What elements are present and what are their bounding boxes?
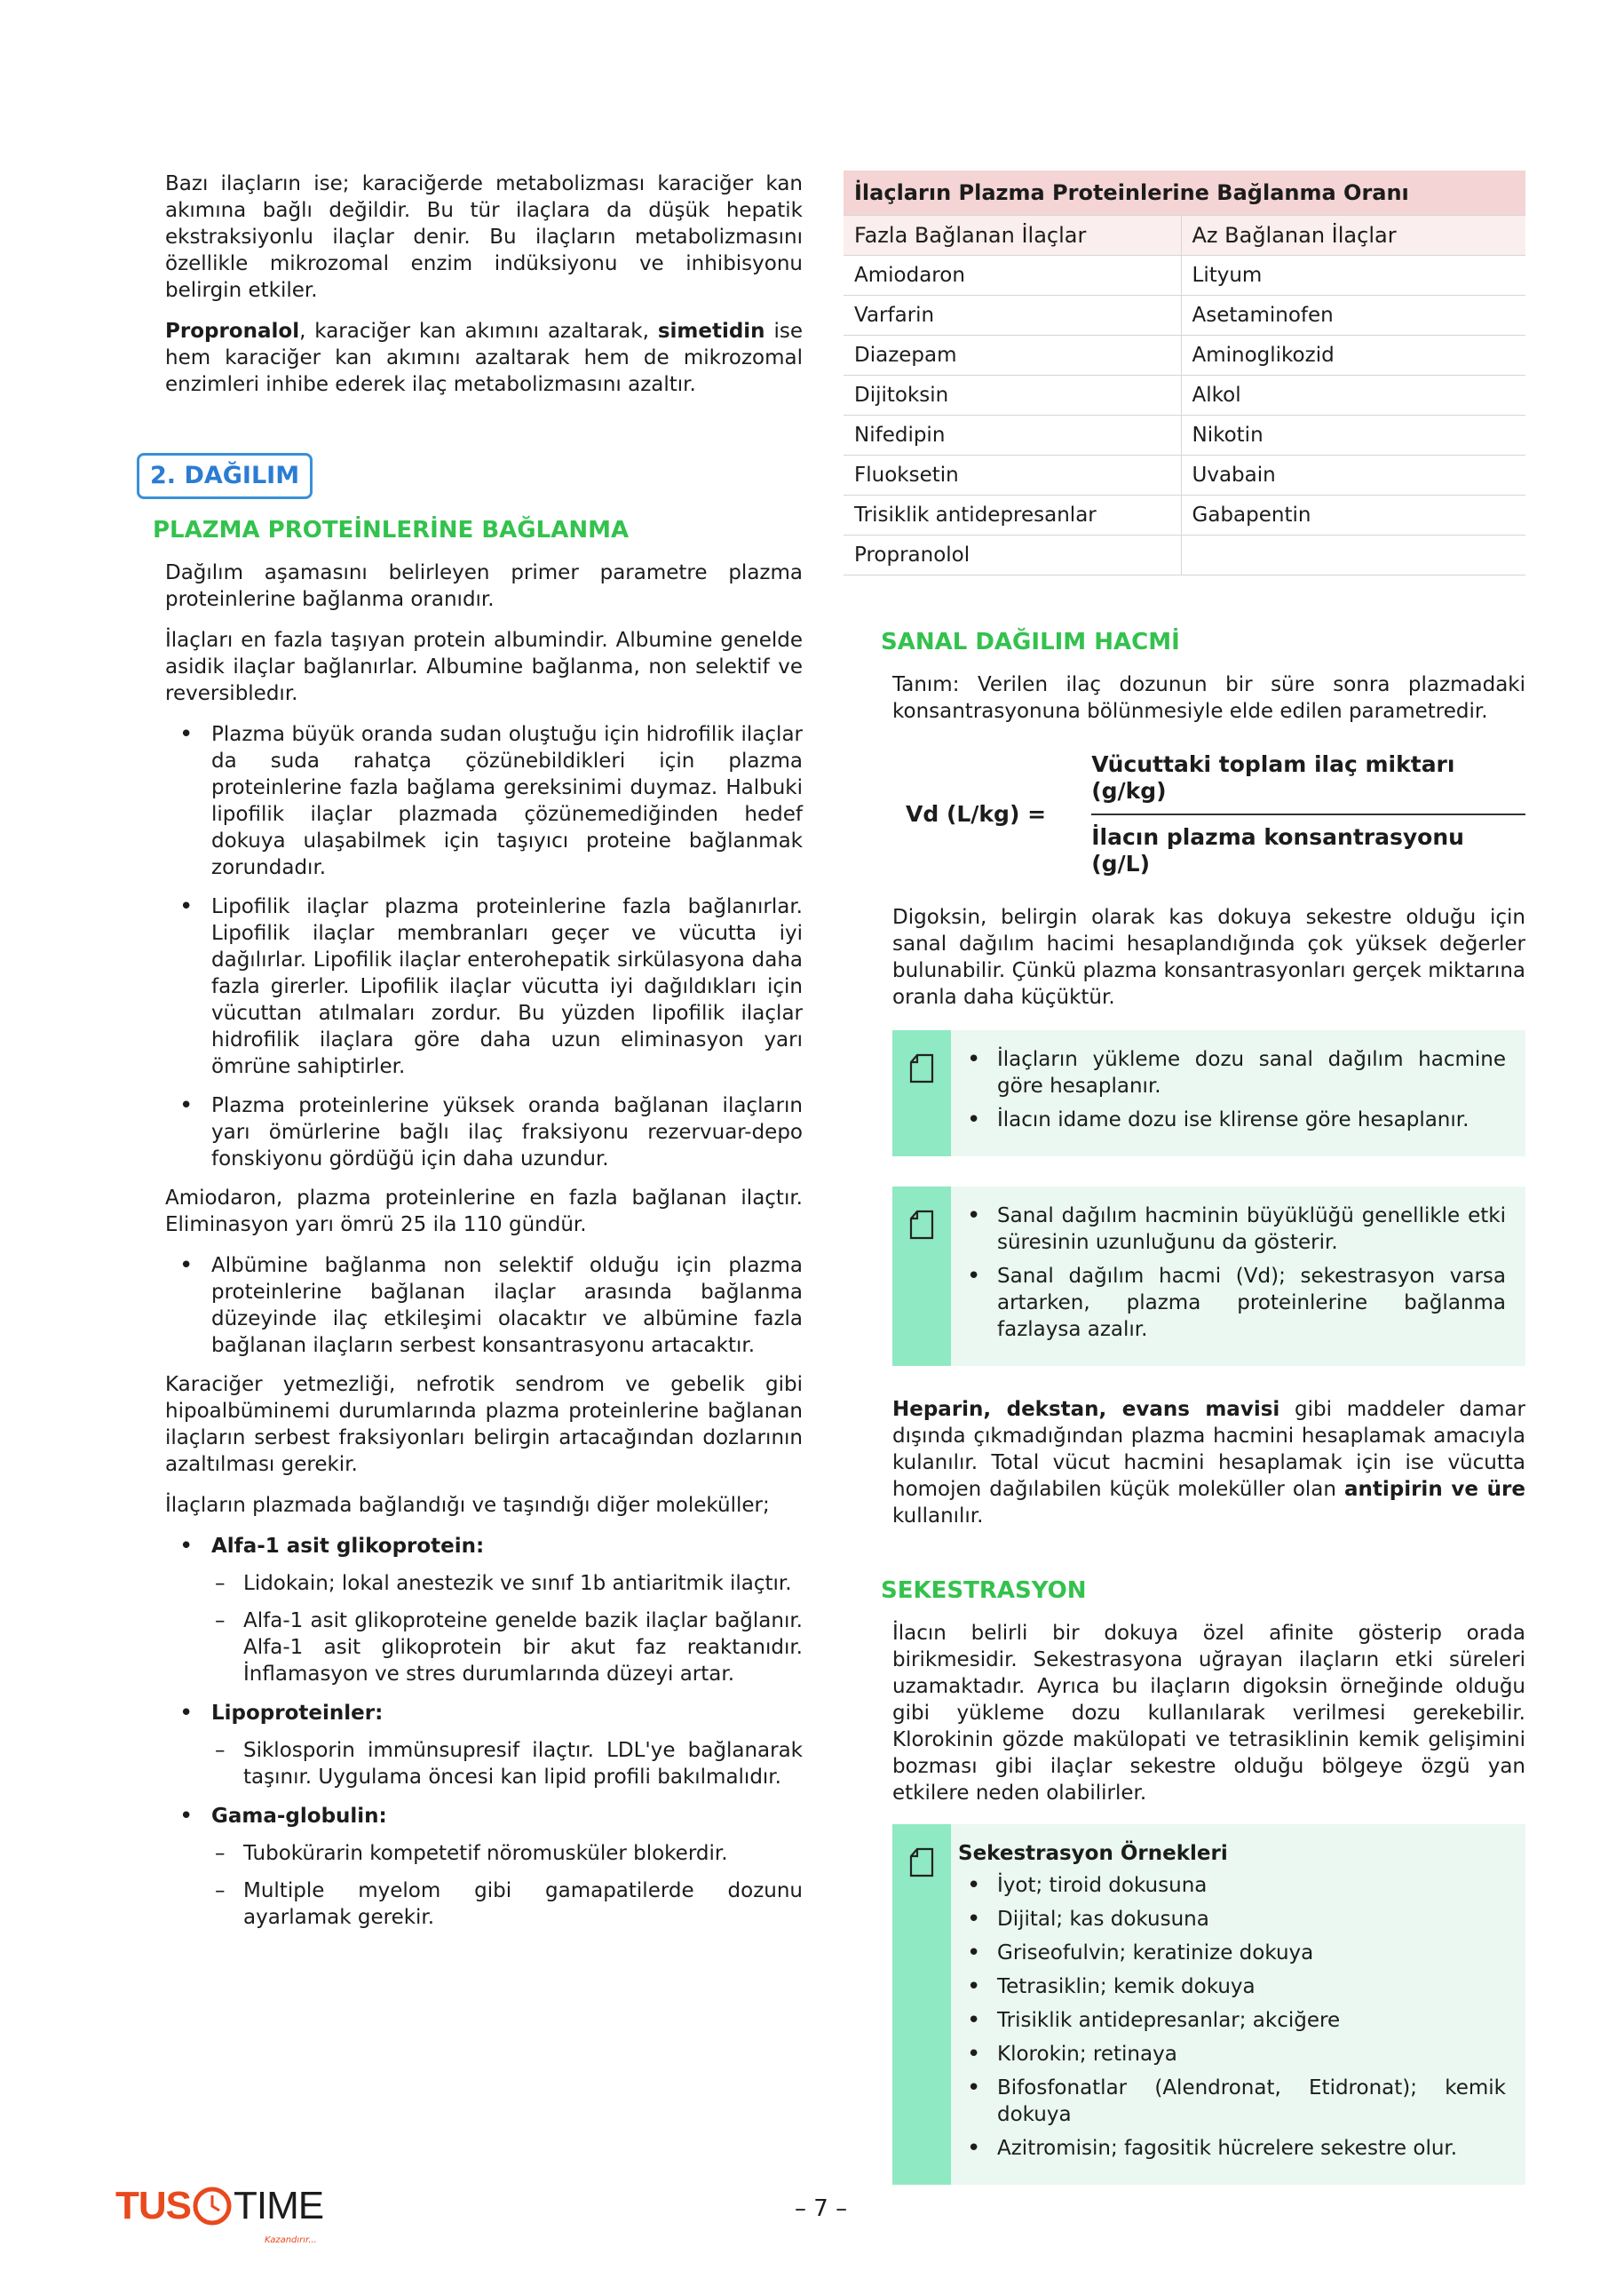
text-fragment: ise hem karaciğer kan akımını azaltarak hem de mikrozomal enzimleri inhibe ederek ilaç metabolizmasını azaltır.: [165, 320, 803, 396]
subheading-vd: SANAL DAĞILIM HACMİ: [881, 628, 1180, 655]
paragraph-propranolol: [165, 318, 803, 398]
list-item: • Lipofilik ilaçlar plazma proteinlerine fazla bağlanırlar. Lipofilik ilaçlar membranları geçer ve vücutta iyi dağılırlar. Lipofilik ilaçlar enterohepatik sirkülasyona daha fazla girerler. Lipofilik ilaçlar vücutta iyi dağıldıkları için vücuttan atılmaları zordur. Bu yüzden lipofilik ilaçlar hidrofilik ilaçlara göre daha uzun eliminasyon yarı ömrüne sahiptirler.: [165, 893, 803, 1080]
column-header-high: Fazla Bağlanan İlaçlar: [844, 215, 1181, 255]
paragraph-other-molecules: İlaçların plazmada bağlandığı ve taşındığı diğer moleküller;: [165, 1494, 770, 1517]
note-side: [892, 1824, 951, 2185]
table-row: [844, 295, 1525, 335]
vd-formula: [906, 751, 1525, 877]
note-body: [951, 1187, 1525, 1366]
table-cell: Varfarin: [844, 295, 1181, 335]
note-title: Sekestrasyon Örnekleri: [958, 1841, 1228, 1865]
note-body: [951, 1824, 1525, 2185]
table-row: [844, 535, 1525, 575]
molecule-name: Alfa-1 asit glikoprotein:: [211, 1535, 485, 1558]
table-row: [844, 415, 1525, 455]
note-side: [892, 1187, 951, 1366]
molecule-name: Gama-globulin:: [211, 1805, 387, 1828]
paragraph-digoksin: Digoksin, belirgin olarak kas dokuya sekestre olduğu için sanal dağılım hacimi hesaplandığında çok yüksek değerler bulunabilir. Çünkü plazma konsantrasyonları gerçek miktarına oranla daha küçüktür.: [892, 905, 1525, 1009]
list-item: • Tetrasiklin; kemik dokuya: [958, 1973, 1506, 2000]
list-item: • Trisiklik antidepresanlar; akciğere: [958, 2007, 1506, 2034]
list-item: • İyot; tiroid dokusuna: [958, 1872, 1506, 1899]
protein-binding-table: [844, 171, 1525, 575]
table-cell: Nikotin: [1181, 415, 1525, 455]
list-item: – Siklosporin immünsupresif ilaçtır. LDL'ye bağlanarak taşınır. Uygulama öncesi kan lipid profili bakılmalıdır.: [165, 1737, 803, 1790]
table-row: [844, 255, 1525, 295]
note-icon: [908, 1210, 935, 1240]
molecule-list: [165, 1533, 803, 1931]
table-cell: Nifedipin: [844, 415, 1181, 455]
table-cell: Aminoglikozid: [1181, 335, 1525, 375]
bold-heparin: Heparin, dekstan, evans mavisi: [892, 1397, 1280, 1421]
subheading-protein-binding: PLAZMA PROTEİNLERİNE BAĞLANMA: [153, 517, 630, 544]
note-box-vd: [892, 1187, 1525, 1366]
paragraph-heparin: [892, 1396, 1525, 1529]
molecule-name: Lipoproteinler:: [211, 1702, 384, 1725]
bold-antipirin: antipirin ve üre: [1343, 1477, 1525, 1501]
table-cell: Dijitoksin: [844, 375, 1181, 415]
note-body: [951, 1030, 1525, 1156]
list-item: • Klorokin; retinaya: [958, 2041, 1506, 2068]
table-cell: Fluoksetin: [844, 455, 1181, 495]
page-number: – 7 –: [795, 2195, 848, 2222]
list-item: • Azitromisin; fagositik hücrelere sekestre olur.: [958, 2135, 1506, 2162]
paragraph-definition: Tanım: Verilen ilaç dozunun bir süre sonra plazmadaki konsantrasyonuna bölünmesiyle elde edilen parametredir.: [892, 672, 1525, 723]
list-item: • İlaçların yükleme dozu sanal dağılım hacmine göre hesaplanır.: [958, 1046, 1506, 1099]
logo-text-time: TIME: [234, 2184, 324, 2227]
table-cell: Uvabain: [1181, 455, 1525, 495]
table-cell: Propranolol: [844, 535, 1181, 575]
list-item: – Lidokain; lokal anestezik ve sınıf 1b antiaritmik ilaçtır.: [165, 1570, 803, 1597]
table-cell: Gabapentin: [1181, 495, 1525, 535]
list-item: • Sanal dağılım hacmi (Vd); sekestrasyon varsa artarken, plazma proteinlerine bağlanma fazlaysa azalır.: [958, 1263, 1506, 1343]
formula-numerator: Vücuttaki toplam ilaç miktarı (g/kg): [1091, 751, 1525, 815]
formula-lhs: Vd (L/kg) =: [906, 800, 1047, 827]
bullet-list-albumin: [165, 1252, 803, 1359]
table-header-row: [844, 215, 1525, 255]
note-icon: [908, 1053, 935, 1083]
text-fragment: , karaciğer kan akımını azaltarak,: [299, 320, 658, 343]
table-row: [844, 455, 1525, 495]
list-item: • Dijital; kas dokusuna: [958, 1906, 1506, 1933]
paragraph-primary-parameter: Dağılım aşamasını belirleyen primer parametre plazma proteinlerine bağlanma oranıdır.: [165, 561, 803, 611]
table-cell: Diazepam: [844, 335, 1181, 375]
list-item: – Multiple myelom gibi gamapatilerde dozunu ayarlamak gerekir.: [165, 1877, 803, 1931]
table-cell: Asetaminofen: [1181, 295, 1525, 335]
note-box-dosing: [892, 1030, 1525, 1156]
paragraph-albumin: İlaçları en fazla taşıyan protein albumindir. Albumine genelde asidik ilaçlar bağlanırlar. Albumine bağlanma, non selektif ve reversibledır.: [165, 629, 803, 705]
bold-propranolol: Propronalol: [165, 320, 300, 343]
logo-tagline: Kazandırır...: [265, 2235, 317, 2245]
table-row: [844, 375, 1525, 415]
list-item: • Bifosfonatlar (Alendronat, Etidronat); kemik dokuya: [958, 2075, 1506, 2128]
list-item: • Griseofulvin; keratinize dokuya: [958, 1940, 1506, 1966]
list-item-gamma: [165, 1803, 803, 1931]
formula-denominator: İlacın plazma konsantrasyonu (g/L): [1091, 823, 1464, 877]
note-box-sekestrasyon: [892, 1824, 1525, 2185]
table-cell: Amiodaron: [844, 255, 1181, 295]
list-item-lipoprotein: [165, 1700, 803, 1790]
section-title: 2. DAĞILIM: [137, 453, 313, 499]
list-item: – Tubokürarin kompetetif nöromusküler blokerdir.: [165, 1840, 803, 1867]
right-column: [844, 171, 1525, 2215]
note-icon: [908, 1847, 935, 1877]
bullet-list-lipophilic: [165, 721, 803, 1172]
text-fragment: gibi maddeler damar dışında çıkmadığından plazma hacmini hesaplamak amacıyla kulanılır. Total vücut hacmini hesaplamak için ise vücutta homojen dağılabilen küçük moleküller olan: [892, 1397, 1525, 1501]
tustime-logo: [115, 2184, 324, 2245]
logo-text-tus: TUS: [115, 2184, 191, 2227]
table-row: [844, 335, 1525, 375]
paragraph-amiodaron: Amiodaron, plazma proteinlerine en fazla bağlanan ilaçtır. Eliminasyon yarı ömrü 25 ila 110 gündür.: [165, 1187, 803, 1236]
list-item: • Plazma proteinlerine yüksek oranda bağlanan ilaçların yarı ömürlerine bağlı ilaç fraksiyonu rezervuar-depo fonskiyonu gördüğü için daha uzundur.: [165, 1092, 803, 1172]
left-column: [150, 171, 803, 1943]
sub-list: [165, 1570, 803, 1687]
table-cell: Alkol: [1181, 375, 1525, 415]
paragraph-hepatic-extraction: Bazı ilaçların ise; karaciğerde metabolizması karaciğer kan akımına bağlı değildir. Bu tür ilaçlara da düşük hepatik ekstraksiyonlu ilaçlar denir. Bu ilaçların metabolizmasını özellikle mikrozomal enzim indüksiyonu ve inhibisyonu belirgin etkiler.: [165, 172, 803, 302]
list-item: – Alfa-1 asit glikoproteine genelde bazik ilaçlar bağlanır. Alfa-1 asit glikoprotein bir akut faz reaktanıdır. İnflamasyon ve stres durumlarında düzeyi artar.: [165, 1607, 803, 1687]
bold-simetidin: simetidin: [657, 320, 765, 343]
list-item: • Albümine bağlanma non selektif olduğu için plazma proteinlerine bağlanan ilaçlar arasında bağlanma düzeyinde ilaç etkileşimi olacaktır ve albümine fazla bağlanan ilaçların serbest konsantrasyonu artacaktır.: [165, 1252, 803, 1359]
list-item-alfa1: [165, 1533, 803, 1687]
table-row: [844, 495, 1525, 535]
sub-list: [165, 1737, 803, 1790]
table-cell: Lityum: [1181, 255, 1525, 295]
note-side: [892, 1030, 951, 1156]
table-caption: İlaçların Plazma Proteinlerine Bağlanma Oranı: [844, 171, 1525, 215]
table-cell: Trisiklik antidepresanlar: [844, 495, 1181, 535]
sub-list: [165, 1840, 803, 1931]
list-item: • İlacın idame dozu ise klirense göre hesaplanır.: [958, 1107, 1506, 1133]
column-header-low: Az Bağlanan İlaçlar: [1181, 215, 1525, 255]
formula-fraction: [1091, 751, 1525, 877]
paragraph-hypoalbuminemia: Karaciğer yetmezliği, nefrotik sendrom ve gebelik gibi hipoalbüminemi durumlarında plazma proteinlerine bağlanan ilaçların serbest fraksiyonları belirgin artacağından dozlarının azaltılması gerekir.: [165, 1373, 803, 1476]
table-cell: [1181, 535, 1525, 575]
paragraph-sekestrasyon: İlacın belirli bir dokuya özel afinite gösterip orada birikmesidir. Sekestrasyona uğrayan ilaçların etki süreleri uzamaktadır. Ayrıca bu ilaçların digoksin örneğinde olduğu gibi yükleme dozu kullanılarak verilmesi gerekebilir. Klorokinin gözde makülopati ve tetrasiklinin kemik gelişimini bozması gibi ilaçlar sekestre olduğu bölgeye özgü yan etkilere neden olabilirler.: [892, 1621, 1525, 1805]
list-item: • Plazma büyük oranda sudan oluştuğu için hidrofilik ilaçlar da suda rahatça çözünebildikleri için plazma proteinlerine fazla bağlama gereksinimi duymaz. Halbuki lipofilik ilaçlar plazmada çözünemediğinden hedef dokuya ulaşabilmek için taşıyıcı proteine bağlanmak zorundadır.: [165, 721, 803, 881]
subheading-sekestrasyon: SEKESTRASYON: [881, 1576, 1087, 1604]
list-item: • Sanal dağılım hacminin büyüklüğü genellikle etki süresinin uzunluğunu da gösterir.: [958, 1202, 1506, 1256]
clock-icon: [193, 2187, 232, 2226]
text-fragment: kullanılır.: [892, 1504, 984, 1528]
